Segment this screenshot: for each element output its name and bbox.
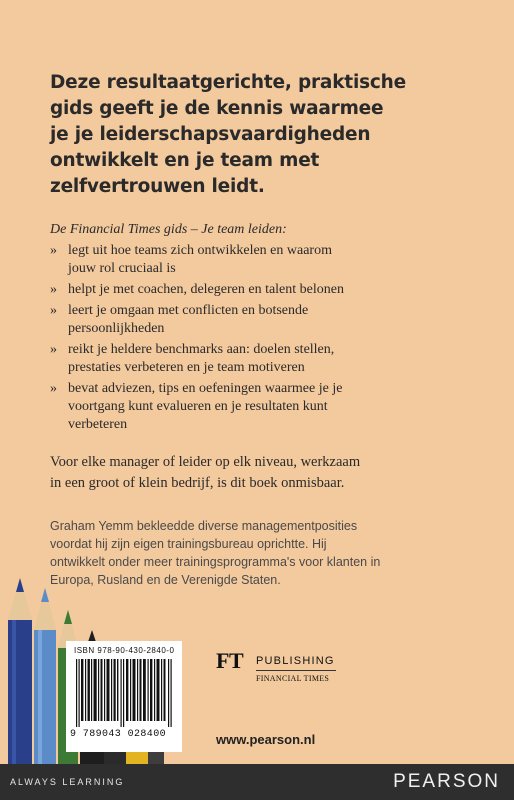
list-item-line: leert je omgaan met conflicten en botsende	[68, 303, 309, 318]
footer-bar	[0, 764, 514, 800]
headline-line: je je leiderschapsvaardigheden	[50, 124, 371, 145]
barcode-panel	[66, 641, 182, 752]
list-item	[50, 341, 470, 377]
target-audience-statement	[50, 452, 470, 494]
list-item-line: persoonlijkheden	[68, 321, 165, 336]
footer-slogan: ALWAYS LEARNING	[10, 777, 125, 787]
bullet-mark: »	[50, 243, 57, 258]
statement-line: Voor elke manager of leider op elk niveau, werkzaam	[50, 454, 361, 470]
bio-line: Europa, Rusland en de Verenigde Staten.	[50, 573, 281, 587]
bullet-mark: »	[50, 282, 57, 297]
feature-list	[50, 242, 470, 437]
publisher-name: PUBLISHING	[256, 655, 335, 667]
list-item-line: legt uit hoe teams zich ontwikkelen en waarom	[68, 243, 332, 258]
list-item-line: helpt je met coachen, delegeren en talent belonen	[68, 282, 344, 297]
isbn-label: ISBN 978-90-430-2840-0	[74, 646, 175, 655]
list-item-line: reikt je heldere benchmarks aan: doelen stellen,	[68, 342, 335, 357]
headline	[50, 70, 490, 200]
list-item	[50, 242, 470, 278]
bio-line: Graham Yemm bekleedde diverse managementposities	[50, 519, 358, 533]
list-item	[50, 281, 470, 299]
pencil-dark-blue	[8, 578, 32, 765]
headline-line: ontwikkelt en je team met	[50, 150, 320, 171]
headline-line: Deze resultaatgerichte, praktische	[50, 72, 406, 93]
barcode-digits: 9 789043 028400	[70, 729, 167, 740]
list-item-line: verbeteren	[68, 417, 128, 432]
list-item-line: voortgang kunt evalueren en je resultaten kunt	[68, 399, 328, 414]
bullet-mark: »	[50, 381, 57, 396]
headline-line: gids geeft je de kennis waarmee	[50, 98, 384, 119]
ft-logo: FT	[216, 648, 244, 673]
list-item	[50, 302, 470, 338]
list-item-line: bevat adviezen, tips en oefeningen waarmee je je	[68, 381, 343, 396]
list-item	[50, 380, 470, 434]
bio-line: ontwikkelt onder meer trainingsprogramma's voor klanten in	[50, 555, 381, 569]
bullet-mark: »	[50, 303, 57, 318]
publisher-url[interactable]: www.pearson.nl	[216, 732, 316, 747]
series-title: De Financial Times gids – Je team leiden:	[50, 222, 287, 237]
barcode-icon	[74, 659, 174, 727]
bullet-mark: »	[50, 342, 57, 357]
pearson-logo: PEARSON	[393, 771, 500, 792]
pencil-light-blue	[34, 588, 56, 765]
headline-line: zelfvertrouwen leidt.	[50, 176, 265, 197]
bio-line: voordat hij zijn eigen trainingsbureau oprichtte. Hij	[50, 537, 327, 551]
list-item-line: prestaties verbeteren en je team motiveren	[68, 360, 305, 375]
publisher-subtitle: FINANCIAL TIMES	[256, 674, 330, 683]
publisher-divider	[256, 670, 336, 671]
list-item-line: jouw rol cruciaal is	[68, 261, 176, 276]
statement-line: in een groot of klein bedrijf, is dit boek onmisbaar.	[50, 475, 345, 491]
